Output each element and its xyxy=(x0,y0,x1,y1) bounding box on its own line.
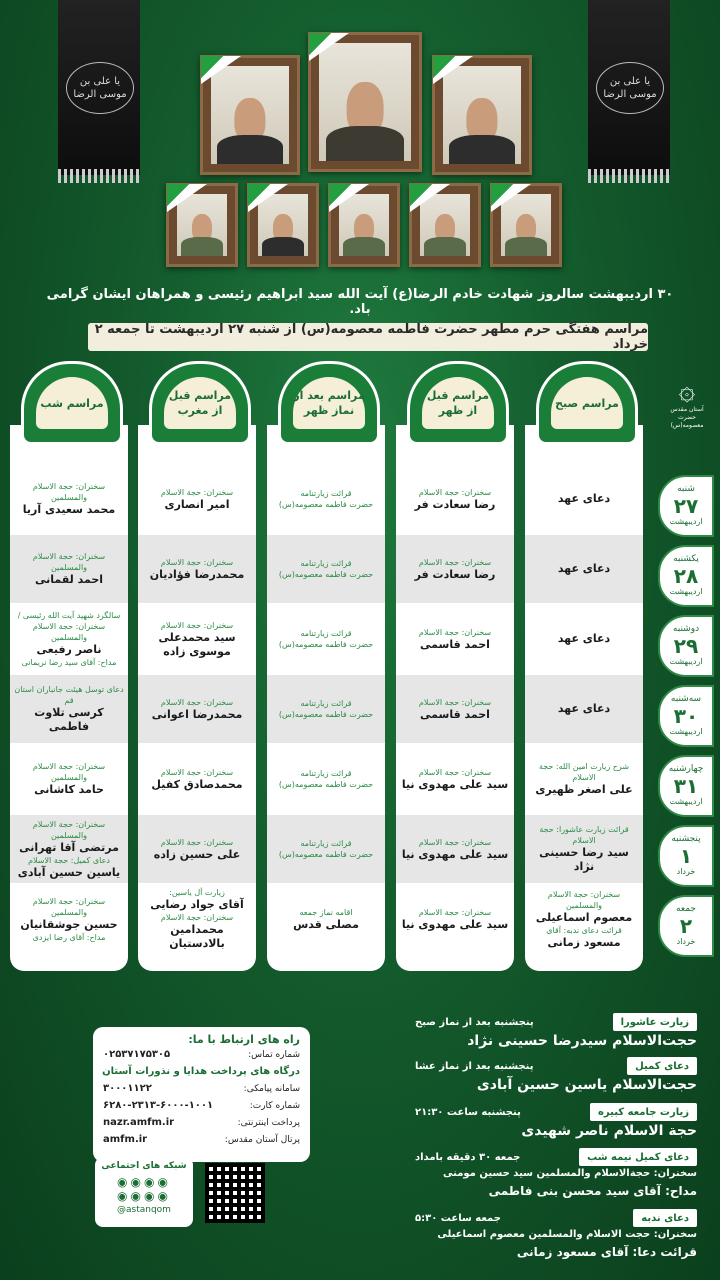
cell-l2: سید علی مهدوی نیا xyxy=(401,917,509,931)
schedule-cell xyxy=(138,605,256,673)
cell-l1: قرائت زیارتنامه xyxy=(300,839,352,848)
day-tab xyxy=(658,685,714,747)
day-num: ۲۸ xyxy=(673,564,699,588)
event-line: سخنران: حجت الاسلام والمسلمین معصوم اسماعیلی xyxy=(437,1229,697,1240)
event-tag: دعای ندبه xyxy=(633,1209,697,1227)
event-block xyxy=(405,1103,697,1143)
event-time: جمعه ۳۰ دقیقه بامداد xyxy=(415,1151,521,1163)
event-time: پنجشنبه بعد از نماز صبح xyxy=(415,1016,534,1028)
schedule-cell xyxy=(396,675,514,743)
contact-title: راه های ارتباط با ما: xyxy=(188,1033,300,1046)
cell-l1: قرائت زیارتنامه xyxy=(300,769,352,778)
contact-box xyxy=(93,1027,310,1162)
cell-l2: حسین جوشقانیان xyxy=(20,917,118,931)
cell-l3: مداح: آقای رضا ایزدی xyxy=(32,932,106,942)
contact-label: پرتال آستان مقدس: xyxy=(224,1135,300,1145)
event-time: پنجشنبه بعد از نماز عشا xyxy=(415,1060,534,1072)
cell-l2: محمدصادق کفیل xyxy=(151,777,243,791)
day-num: ۲۹ xyxy=(673,634,699,658)
cell-l1: سخنران: حجة الاسلام xyxy=(418,837,492,847)
cell-l1: شرح زیارت امین الله: حجة الاسلام xyxy=(538,762,630,782)
cell-l1: سخنران: حجة الاسلام والمسلمین xyxy=(32,819,106,840)
cell-l3: مداح: آقای سید رضا نریمانی xyxy=(21,658,117,667)
cell-l1: سخنران: حجة الاسلام xyxy=(418,767,492,777)
schedule-cell xyxy=(267,535,385,603)
cell-l3: دعای کمیل: حجة الاسلام xyxy=(28,855,110,865)
schedule-column xyxy=(10,396,128,971)
schedule-cell xyxy=(525,745,643,813)
day-month: اردیبهشت xyxy=(669,517,703,526)
day-month: اردیبهشت xyxy=(669,727,703,736)
schedule-cell xyxy=(10,675,128,743)
cell-l2: دعای عهد xyxy=(557,702,611,715)
schedule-column xyxy=(525,396,643,971)
cell-l3: حضرت فاطمه معصومه(س) xyxy=(278,500,374,509)
schedule-subtitle: مراسم هفتگی حرم مطهر حضرت فاطمه معصومه(س) از شنبه ۲۷ اردیبهشت تا جمعه ۲ خرداد xyxy=(88,323,648,351)
event-line: سخنران: حجة‌الاسلام والمسلمین سید حسین مومنی xyxy=(443,1168,697,1179)
column-header xyxy=(21,361,123,445)
cell-l1: سخنران: حجة الاسلام xyxy=(160,487,234,497)
day-num: ۳۰ xyxy=(673,704,699,728)
cell-l2: احمد قاسمی xyxy=(420,637,490,651)
social-handle[interactable]: @astanqom xyxy=(117,1205,171,1215)
schedule-cell xyxy=(138,465,256,533)
cell-l1: سخنران: حجة الاسلام والمسلمین xyxy=(32,762,106,782)
event-line: حجت‌الاسلام یاسین حسین آبادی xyxy=(476,1077,697,1093)
contact-label: پرداخت اینترنتی: xyxy=(237,1118,300,1128)
event-time: جمعه ساعت ۵:۳۰ xyxy=(415,1212,501,1224)
cell-l1: سخنران: حجة الاسلام والمسلمین xyxy=(32,482,106,502)
day-tab xyxy=(658,755,714,817)
schedule-cell xyxy=(525,885,643,953)
banner-fringe xyxy=(58,169,140,183)
contact-value: ۰۲۵۳۷۱۷۵۳۰۵ xyxy=(103,1049,171,1060)
logo-text: آستان مقدس حضرت معصومه(س) xyxy=(670,406,704,429)
cell-l3: سخنران: حجة الاسلام xyxy=(160,913,234,922)
cell-l2: امیر انصاری xyxy=(164,497,230,511)
schedule-cell xyxy=(138,885,256,953)
banner-fringe xyxy=(588,169,670,183)
cell-l2: سید محمدعلی موسوی زاده xyxy=(158,630,236,658)
event-tag: زیارت جامعه کبیره xyxy=(590,1103,697,1121)
calligraphy: یا علی بن موسی الرضا xyxy=(596,62,664,114)
schedule-cell xyxy=(10,535,128,603)
event-line: حجت‌الاسلام سیدرضا حسینی نژاد xyxy=(467,1033,697,1049)
schedule-cell xyxy=(10,885,128,953)
cell-l4: مسعود زمانی xyxy=(547,935,621,949)
schedule-cell xyxy=(396,745,514,813)
cell-l2: محمدرضا اعوانی xyxy=(151,707,243,721)
cell-l4: یاسین حسین آبادی xyxy=(17,865,121,879)
cell-l1: سخنران: حجة الاسلام xyxy=(418,907,492,917)
cell-l2: مرتضی آقا تهرانی xyxy=(19,840,119,854)
event-block xyxy=(405,1148,697,1206)
schedule-cell xyxy=(138,815,256,883)
day-name: سه‌شنبه xyxy=(670,694,702,704)
cell-l1: سخنران: حجة الاسلام xyxy=(418,697,492,707)
day-name: دوشنبه xyxy=(672,624,700,634)
cell-l1: قرائت زیارتنامه xyxy=(300,489,352,498)
column-header xyxy=(278,361,380,445)
event-line: حجة الاسلام ناصر شهیدی xyxy=(521,1123,697,1139)
astan-logo xyxy=(663,373,711,429)
headline: ۳۰ اردیبهشت سالروز شهادت خادم الرضا(ع) آیت الله سید ابراهیم رئیسی و همراهان ایشان گرامی باد. xyxy=(46,287,674,317)
day-name: شنبه xyxy=(677,484,695,494)
day-name: چهارشنبه xyxy=(668,764,704,774)
cell-l1: سخنران: حجة الاسلام xyxy=(160,620,234,630)
event-tag: دعای کمیل نیمه شب xyxy=(579,1148,697,1166)
schedule-cell xyxy=(396,605,514,673)
day-tab xyxy=(658,545,714,607)
schedule-cell xyxy=(138,745,256,813)
portrait-frame xyxy=(409,183,481,267)
cell-l3: حضرت فاطمه معصومه(س) xyxy=(278,710,374,719)
schedule-cell xyxy=(267,815,385,883)
portrait-frame xyxy=(432,55,532,175)
cell-l1: سخنران: حجة الاسلام xyxy=(418,557,492,567)
cell-l3: حضرت فاطمه معصومه(س) xyxy=(278,850,374,859)
cell-l2: سید علی مهدوی نیا xyxy=(401,777,509,791)
column-title: مراسم قبل از مغرب xyxy=(164,377,236,429)
cell-l3: حضرت فاطمه معصومه(س) xyxy=(278,570,374,579)
cell-l2: سید رضا حسینی نژاد xyxy=(539,846,629,873)
schedule-cell xyxy=(267,465,385,533)
cell-l2: محمدرضا فؤادیان xyxy=(149,567,245,581)
portrait-frame xyxy=(200,55,300,175)
cell-l2: رضا سعادت فر xyxy=(414,567,496,581)
cell-l1: سخنران: حجة الاسلام والمسلمین xyxy=(32,552,106,572)
day-month: خرداد xyxy=(676,937,696,946)
portrait-frame xyxy=(308,32,422,172)
event-line-2: قرائت دعا: آقای مسعود زمانی xyxy=(516,1245,697,1259)
cell-l1: زیارت آل یاسین: xyxy=(169,888,225,897)
day-num: ۲ xyxy=(679,914,693,938)
contact-value[interactable]: nazr.amfm.ir xyxy=(103,1117,175,1128)
cell-l1: سالگرد شهید آیت الله رئیسی / سخنران: حجة الاسلام والمسلمین xyxy=(17,611,121,642)
cell-l2: سید علی مهدوی نیا xyxy=(401,847,509,861)
portrait-frame xyxy=(166,183,238,267)
cell-l3: حضرت فاطمه معصومه(س) xyxy=(278,640,374,649)
contact-label: شماره کارت: xyxy=(249,1101,300,1111)
portrait-frame xyxy=(247,183,319,267)
contact-label: درگاه های پرداخت هدایا و نذورات آستان xyxy=(102,1066,300,1077)
cell-l2: دعای عهد xyxy=(557,632,611,645)
column-title: مراسم صبح xyxy=(551,377,623,429)
schedule-cell xyxy=(10,465,128,533)
day-tab xyxy=(658,895,714,957)
contact-value[interactable]: amfm.ir xyxy=(103,1134,148,1145)
column-title: مراسم شب xyxy=(36,377,108,429)
cell-l2: ناصر رفیعی xyxy=(36,643,102,656)
cell-l2: رضا سعادت فر xyxy=(414,497,496,511)
cell-l2: احمد لقمانی xyxy=(34,573,104,586)
social-box xyxy=(95,1157,193,1227)
day-month: اردیبهشت xyxy=(669,797,703,806)
cell-l1: سخنران: حجة الاسلام xyxy=(418,487,492,497)
day-num: ۱ xyxy=(679,844,693,868)
schedule-cell xyxy=(396,465,514,533)
event-time: پنجشنبه ساعت ۲۱:۳۰ xyxy=(415,1106,521,1118)
day-month: خرداد xyxy=(676,867,696,876)
schedule-cell xyxy=(396,535,514,603)
schedule-cell xyxy=(10,815,128,883)
cell-l2: احمد قاسمی xyxy=(420,707,490,721)
cell-l3: قرائت دعای ندبه: آقای xyxy=(546,925,622,935)
schedule-cell xyxy=(267,745,385,813)
cell-l1: سخنران: حجة الاسلام xyxy=(418,627,492,637)
schedule-column xyxy=(396,389,514,971)
logo-icon: ۞ xyxy=(678,373,696,406)
schedule-cell xyxy=(525,465,643,533)
day-month: اردیبهشت xyxy=(669,657,703,666)
right-banner xyxy=(588,0,670,175)
event-block xyxy=(405,1013,697,1053)
schedule-column xyxy=(138,389,256,971)
schedule-cell xyxy=(396,885,514,953)
cell-l1: سخنران: حجة الاسلام xyxy=(160,557,234,567)
day-tab xyxy=(658,825,714,887)
cell-l1: اقامه نماز جمعه xyxy=(299,907,353,917)
cell-l2: علی اصغر ظهیری xyxy=(535,783,633,796)
column-header xyxy=(149,361,251,445)
portrait-frame xyxy=(328,183,400,267)
day-num: ۳۱ xyxy=(673,774,699,798)
left-banner xyxy=(58,0,140,175)
social-icons: ◉◉◉◉ ◉◉◉◉ xyxy=(117,1175,171,1203)
cell-l1: سخنران: حجة الاسلام xyxy=(160,837,234,847)
day-tab xyxy=(658,615,714,677)
event-tag: دعای کمیل xyxy=(627,1057,697,1075)
day-name: پنجشنبه xyxy=(671,834,701,844)
qr-code[interactable] xyxy=(205,1163,265,1223)
portrait-frame xyxy=(490,183,562,267)
cell-l1: سخنران: حجة الاسلام xyxy=(160,767,234,777)
column-title: مراسم بعد از نماز ظهر xyxy=(293,377,365,429)
schedule-cell xyxy=(10,605,128,673)
schedule-cell xyxy=(138,535,256,603)
schedule-cell xyxy=(525,675,643,743)
cell-l3: حضرت فاطمه معصومه(س) xyxy=(278,780,374,789)
cell-l2: کرسی تلاوت فاطمی xyxy=(34,706,104,733)
contact-label: شماره تماس: xyxy=(248,1050,300,1060)
schedule-cell xyxy=(10,745,128,813)
schedule-cell xyxy=(525,535,643,603)
schedule-cell xyxy=(396,815,514,883)
column-header xyxy=(536,361,638,445)
cell-l4: محمدامین بالادستیان xyxy=(169,923,225,950)
day-num: ۲۷ xyxy=(673,494,699,518)
cell-l1: سخنران: حجة الاسلام xyxy=(160,697,234,707)
event-line-2: مداح: آقای سید محسن بنی فاطمی xyxy=(488,1184,697,1198)
cell-l1: قرائت زیارتنامه xyxy=(300,629,352,638)
cell-l1: سخنران: حجة الاسلام والمسلمین xyxy=(32,896,106,917)
schedule-cell xyxy=(267,605,385,673)
schedule-cell xyxy=(138,675,256,743)
column-header xyxy=(407,361,509,445)
day-tab xyxy=(658,475,714,537)
contact-label: سامانه پیامکی: xyxy=(243,1084,300,1094)
cell-l2: محمد سعیدی آریا xyxy=(22,503,116,516)
schedule-cell xyxy=(267,675,385,743)
cell-l2: حامد کاشانی xyxy=(34,783,104,796)
day-name: یکشنبه xyxy=(673,554,699,564)
social-title: شبکه های اجتماعی xyxy=(101,1161,187,1171)
event-tag: زیارت عاشورا xyxy=(613,1013,697,1031)
cell-l2: علی حسین زاده xyxy=(153,847,241,861)
column-title: مراسم قبل از ظهر xyxy=(422,377,494,429)
cell-l2: دعای عهد xyxy=(557,492,611,505)
cell-l1: قرائت زیارت عاشورا: حجة الاسلام xyxy=(539,825,629,845)
cell-l2: مصلی قدس xyxy=(293,917,359,931)
event-block xyxy=(405,1057,697,1097)
cell-l1: قرائت زیارتنامه xyxy=(300,559,352,568)
day-month: اردیبهشت xyxy=(669,587,703,596)
cell-l2: دعای عهد xyxy=(557,562,611,575)
schedule-cell xyxy=(267,885,385,953)
cell-l2: معصوم اسماعیلی xyxy=(535,910,633,924)
contact-value: ۳۰۰۰۱۱۲۲ xyxy=(103,1083,152,1094)
day-name: جمعه xyxy=(676,904,696,914)
cell-l1: دعای توسل هیئت جانباران استان قم xyxy=(14,685,124,705)
schedule-column xyxy=(267,389,385,971)
cell-l1: سخنران: حجة الاسلام والمسلمین xyxy=(547,889,621,910)
cell-l2: آقای جواد رضایی xyxy=(150,898,244,911)
event-block xyxy=(405,1209,697,1267)
contact-value: ۶۲۸۰-۲۳۱۳-۶۰۰۰-۱۰۰۱ xyxy=(103,1100,214,1111)
calligraphy: یا علی بن موسی الرضا xyxy=(66,62,134,114)
schedule-cell xyxy=(525,815,643,883)
cell-l1: قرائت زیارتنامه xyxy=(300,699,352,708)
schedule-cell xyxy=(525,605,643,673)
